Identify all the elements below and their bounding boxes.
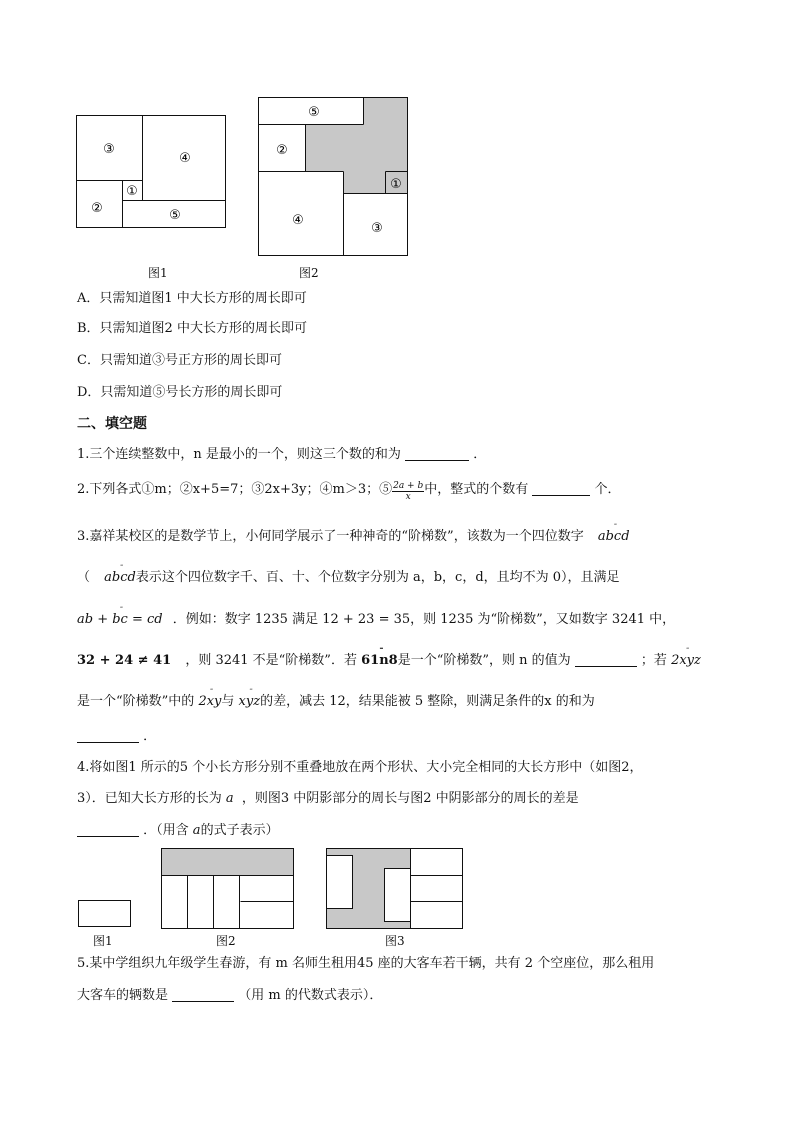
q3-line-3 (77, 611, 675, 629)
q3-eq2: 32 + 24 ≠ 41 (77, 653, 172, 668)
figure-2-top (256, 96, 410, 258)
q3-l5-c: 的差，减去 12，结果能被 5 整除，则满足条件的x 的和为 (260, 694, 595, 709)
question-2 (77, 481, 621, 502)
fig2-label-1: ① (390, 177, 402, 192)
q3-xyz: - xyz (239, 693, 261, 711)
option-d: D．只需知道⑤号长方形的周长即可 (77, 385, 283, 400)
q4-figure-1 (77, 899, 133, 929)
q3-n-answer-blank (575, 652, 637, 667)
fig2-label-4: ④ (292, 213, 304, 228)
q4-a-2: a (192, 823, 201, 838)
q4-a: a (225, 791, 234, 806)
q5-l2-b: （用 m 的代数式表示）． (238, 988, 383, 1003)
q3-abcd-2: - abcd (104, 569, 136, 587)
fig1-label-1: ① (126, 184, 138, 199)
q4-l2-a: 3）．已知大长方形的长为 (77, 791, 222, 806)
q3-l5-b: 与 (221, 694, 235, 709)
q4-answer-blank (77, 822, 139, 837)
fig1-label-5: ⑤ (169, 208, 181, 223)
fig1-label-2: ② (91, 201, 103, 216)
q4-l3: ．（用含 (143, 823, 189, 838)
figure-1-top (75, 113, 230, 231)
q5-l2-a: 大客车的辆数是 (77, 988, 169, 1003)
q3-l3-a: ．例如：数字 1235 满足 12 + 23 = 35，则 1235 为“阶梯数”，又如数字 3241 中， (172, 612, 676, 627)
q3-l1: 3.嘉祥某校区的是数学节上，小何同学展示了一种神奇的“阶梯数”，该数为一个四位数字 (77, 529, 584, 544)
fig1-caption: 图1 (148, 266, 168, 280)
q4-fig2-caption: 图2 (216, 934, 236, 948)
q3-61n8: - 61n8 (361, 652, 398, 670)
q4-fig3-caption: 图3 (385, 934, 405, 948)
fig2-caption: 图2 (299, 266, 319, 280)
q2-fraction (392, 481, 424, 502)
q2-pre: 2.下列各式①m；②x+5=7；③2x+3y；④m＞3；⑤ (77, 482, 393, 497)
fig1-label-3: ③ (103, 142, 115, 157)
q4-line-2 (77, 790, 579, 808)
fig2-label-5: ⑤ (308, 105, 320, 120)
q3-line-4 (77, 652, 701, 670)
q5-line-2 (77, 987, 382, 1005)
q2-frac-num: 2a + b (393, 481, 424, 491)
fig2-label-3: ③ (371, 221, 383, 236)
q1-answer-blank (405, 446, 469, 461)
q2-end: 个． (594, 482, 621, 497)
q3-end: ． (143, 729, 157, 744)
question-1 (77, 446, 486, 464)
q3-l5-a: 是一个“阶梯数”中的 (77, 694, 195, 709)
q3-eq1: - ab + bc = cd (77, 611, 163, 629)
q4-line-1: 4.将如图1 所示的5 个小长方形分别不重叠地放在两个形状、大小完全相同的大长方形中（如图2， (77, 760, 643, 775)
q3-l4-b: 是一个“阶梯数”，则 n 的值为 (397, 653, 571, 668)
q3-l4-c: ；若 (640, 653, 667, 668)
option-b: B．只需知道图2 中大长方形的周长即可 (77, 321, 307, 336)
q3-line-1 (77, 528, 630, 546)
q2-mid: 中，整式的个数有 (424, 482, 529, 497)
q1-text: 1.三个连续整数中，n 是最小的一个，则这三个数的和为 (77, 447, 401, 462)
q4-line-3 (77, 822, 279, 840)
q3-line-2 (77, 569, 620, 587)
section-title: 二、填空题 (77, 416, 147, 432)
q4-fig1-caption: 图1 (93, 934, 113, 948)
q1-end: ． (473, 447, 487, 462)
q3-l2-rest: 表示这个四位数字千、百、十、个位数字分别为 a，b，c，d，且均不为 0），且满足 (135, 570, 620, 585)
fig1-label-4: ④ (179, 151, 191, 166)
q4-l2-b: ，则图3 中阴影部分的周长与图2 中阴影部分的周长的差是 (241, 791, 579, 806)
q3-line-6 (77, 728, 156, 746)
q3-line-5 (77, 693, 595, 711)
q2-frac-den: x (405, 492, 411, 502)
q3-abcd: - abcd (598, 528, 630, 546)
q4-figure-3 (325, 847, 465, 931)
q3-l4-a: ，则 3241 不是“阶梯数”．若 (185, 653, 357, 668)
q5-answer-blank (172, 987, 234, 1002)
q2-answer-blank (532, 481, 590, 496)
q3-l2-open: （ (77, 570, 91, 585)
option-c: C．只需知道③号正方形的周长即可 (77, 353, 282, 368)
q3-2xy: - 2xy (198, 693, 221, 711)
option-a: A．只需知道图1 中大长方形的周长即可 (77, 291, 307, 306)
q3-x-sum-blank (77, 728, 139, 743)
q3-2xyz: - 2xyz (671, 652, 701, 670)
fig2-label-2: ② (276, 143, 288, 158)
q4-l3-b: 的式子表示） (200, 823, 279, 838)
q5-line-1: 5.某中学组织九年级学生春游，有 m 名师生租用45 座的大客车若干辆，共有 2 个空座位，那么租用 (77, 956, 655, 971)
q4-figure-2 (160, 847, 296, 931)
